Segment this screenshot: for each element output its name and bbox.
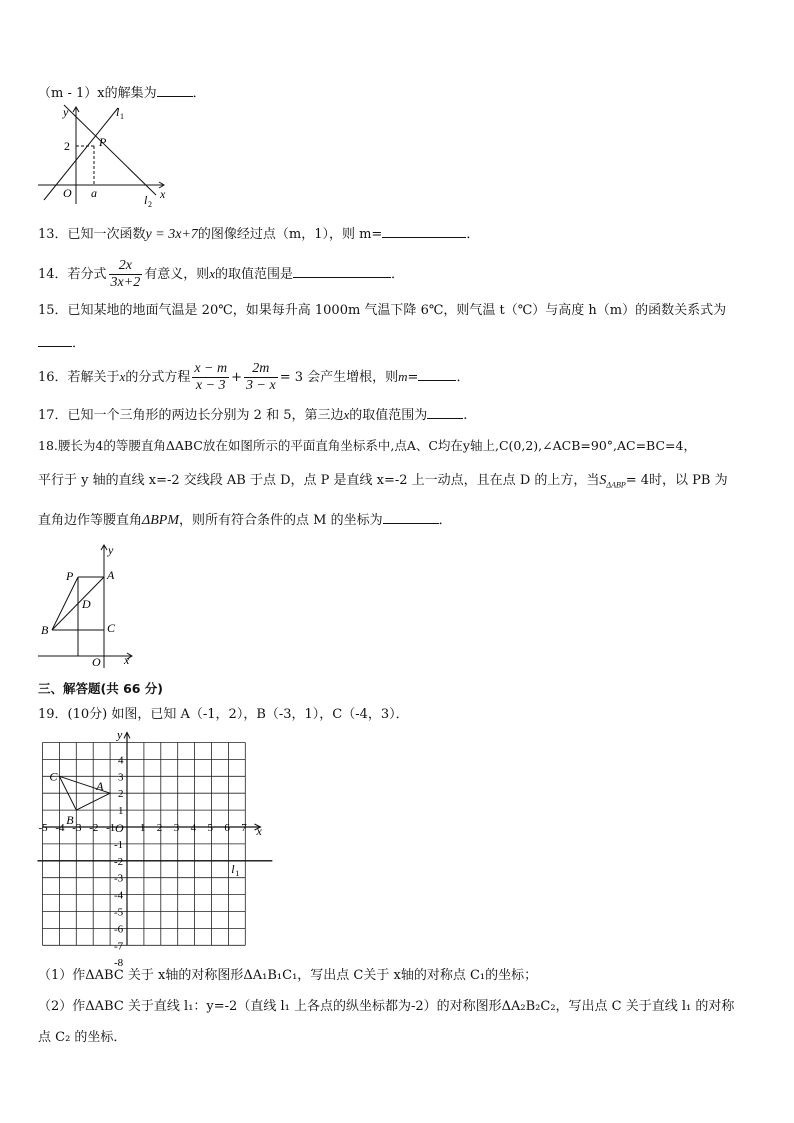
x-tick-label: -3: [72, 822, 82, 834]
q16-denominator-2: 3 − x: [246, 378, 276, 393]
q18-x-label: x: [124, 653, 130, 667]
q17-answer-blank[interactable]: [427, 405, 463, 419]
q18-c-label: C: [107, 621, 116, 635]
q12-origin-label: O: [63, 186, 72, 200]
q18-triangle-bpm: ΔBPM: [142, 513, 179, 528]
q16-answer-blank[interactable]: [418, 367, 456, 381]
x-tick-label: 4: [190, 822, 197, 834]
q18-line2b: = 4时，以 PB 为: [625, 473, 728, 488]
q17-prefix: 17．已知一个三角形的两边长分别为 2 和 5，第三边: [38, 408, 344, 423]
x-tick-label: -4: [55, 822, 65, 834]
point-b-label: B: [66, 813, 74, 828]
q14-middle: 有意义，则: [144, 267, 210, 282]
origin-label: O: [115, 821, 124, 835]
q13-formula: y = 3x+7: [145, 227, 198, 242]
y-tick-label: -8: [114, 957, 124, 970]
line-l1-label: l: [231, 861, 235, 876]
x-tick-label: 5: [207, 822, 213, 834]
q12-p-label: P: [99, 135, 107, 149]
q16-plus: +: [231, 370, 243, 385]
q12-graph: [36, 104, 171, 209]
q16-prefix: 16．若解关于: [38, 370, 120, 385]
q12-x-label: x: [160, 187, 166, 201]
q17-text: [38, 405, 467, 425]
q15-answer-blank[interactable]: [38, 333, 72, 347]
y-axis-label: y: [117, 727, 123, 742]
q14-denominator: 3x+2: [110, 275, 141, 290]
section-3-heading: 三、解答题(共 66 分): [38, 681, 164, 696]
q13-middle: 的图像经过点（m，1），则 m=: [197, 227, 383, 242]
q14-text: [38, 256, 404, 293]
q16-text: [38, 359, 469, 396]
q12-l1-label: l: [116, 105, 120, 119]
q14-var: x: [209, 266, 216, 281]
y-tick-label: 3: [118, 771, 124, 784]
q13-text: [38, 224, 479, 244]
x-tick-label: 7: [241, 822, 247, 834]
q15-line1: 15．已知某地的地面气温是 20℃，如果每升高 1000m 气温下降 6℃，则气温 t（℃）与高度 h（m）的函数关系式为: [38, 303, 727, 318]
q12-suffix: ．: [192, 86, 206, 101]
q12-answer-blank[interactable]: [157, 83, 193, 97]
q18-answer-blank[interactable]: [383, 510, 439, 524]
q18-line2a: 平行于 y 轴的直线 x=-2 交线段 AB 于点 D，点 P 是直线 x=-2 上一动点，且在点 D 的上方，当: [38, 473, 600, 488]
line-l1-subscript: 1: [235, 868, 240, 878]
x-tick-label: -2: [89, 822, 99, 834]
q14-answer-blank[interactable]: [293, 264, 391, 278]
q16-var: x: [119, 369, 126, 384]
x-tick-label: -1: [106, 822, 116, 834]
q12-tick-2: 2: [64, 139, 70, 153]
y-tick-label: -5: [114, 906, 124, 919]
q19-part1: （1）作ΔABC 关于 x轴的对称图形ΔA₁B₁C₁，写出点 C关于 x轴的对称点 C₁的坐标；: [38, 968, 538, 983]
q18-p-label: P: [66, 569, 74, 583]
q18-d-label: D: [82, 597, 91, 611]
point-c-label: C: [49, 769, 58, 784]
q18-line3d: ．: [438, 513, 452, 528]
q18-line3: [38, 510, 452, 530]
q19-part2-line2: 点 C₂ 的坐标．: [38, 1030, 127, 1045]
q16-middle: 的分式方程: [125, 370, 191, 385]
y-tick-label: -6: [114, 923, 124, 936]
q12-y-label: y: [63, 105, 69, 119]
q16-fraction-2: [244, 361, 278, 394]
q14-suffix: ．: [391, 267, 405, 282]
q12-l2-label: l: [144, 193, 148, 207]
q16-fraction-1: [192, 361, 229, 394]
q16-numerator-2: 2m: [244, 361, 278, 378]
q18-area-subscript: ΔABP: [606, 480, 626, 490]
x-tick-label: 3: [173, 822, 180, 834]
x-axis-label: x: [256, 824, 262, 838]
q18-b-label: B: [41, 623, 49, 637]
x-tick-label: 6: [224, 822, 230, 834]
q13-suffix: ．: [466, 227, 480, 242]
q18-line2: [38, 472, 728, 495]
q18-a-label: A: [107, 568, 115, 582]
y-tick-label: -3: [114, 872, 124, 885]
y-tick-label: -2: [114, 855, 124, 868]
y-tick-label: -7: [114, 940, 124, 953]
q16-eq: = 3 会产生增根，则: [279, 370, 399, 385]
q12-l2-sub: 2: [148, 200, 152, 209]
q16-numerator-1: x − m: [194, 361, 228, 376]
q12-text: [38, 83, 206, 103]
q17-middle: 的取值范围为: [349, 408, 428, 423]
q16-eq2: =: [407, 370, 419, 385]
q16-mvar: m: [398, 369, 408, 384]
x-tick-label: -5: [38, 822, 48, 834]
q17-suffix: .: [463, 408, 468, 423]
q14-fraction: [109, 258, 143, 291]
q18-area-symbol: S: [599, 473, 607, 488]
q18-line1: 18.腰长为4的等腰直角ΔABC放在如图所示的平面直角坐标系中,点A、C均在y轴上,C(0,2),∠ACB=90°,AC=BC=4，: [38, 438, 696, 453]
q14-numerator: 2x: [109, 258, 143, 275]
q18-y-label: y: [108, 543, 114, 557]
q19-intro: 19．(10分) 如图，已知 A（-1，2），B（-3，1），C（-4，3）．: [38, 707, 409, 722]
y-tick-label: 2: [118, 788, 124, 801]
q13-answer-blank[interactable]: [382, 224, 466, 238]
y-tick-label: 4: [118, 754, 124, 767]
y-tick-label: 1: [118, 805, 124, 818]
q19-part2-line1: （2）作ΔABC 关于直线 l₁：y=-2（直线 l₁ 上各点的纵坐标都为-2）的对称图形ΔA₂B₂C₂，写出点 C 关于直线 l₁ 的对称: [38, 999, 735, 1014]
q12-l1-sub: 1: [120, 112, 124, 121]
y-tick-label: -4: [114, 889, 124, 902]
q15-suffix: ．: [72, 336, 86, 351]
point-a-label: A: [96, 779, 104, 794]
q14-prefix: 14．若分式: [38, 267, 107, 282]
q16-suffix: ．: [456, 370, 470, 385]
x-tick-label: 2: [156, 822, 163, 834]
q18-line3a: 直角边作等腰直角: [38, 513, 143, 528]
q15-line2: [38, 333, 85, 353]
x-tick-label: 1: [139, 822, 146, 834]
q14-middle2: 的取值范围是: [215, 267, 294, 282]
y-tick-label: -1: [114, 838, 124, 851]
q12-a-label: a: [91, 186, 97, 200]
q16-denominator-1: x − 3: [195, 378, 226, 393]
q19-coordinate-grid: [34, 727, 269, 970]
q13-prefix: 13．已知一次函数: [38, 227, 146, 242]
q18-line3c: ，则所有符合条件的点 M 的坐标为: [179, 513, 383, 528]
q18-graph: [36, 542, 146, 670]
q18-origin-label: O: [92, 655, 101, 669]
q12-prefix: （m - 1）x的解集为: [38, 86, 157, 101]
q17-var: x: [343, 407, 350, 422]
